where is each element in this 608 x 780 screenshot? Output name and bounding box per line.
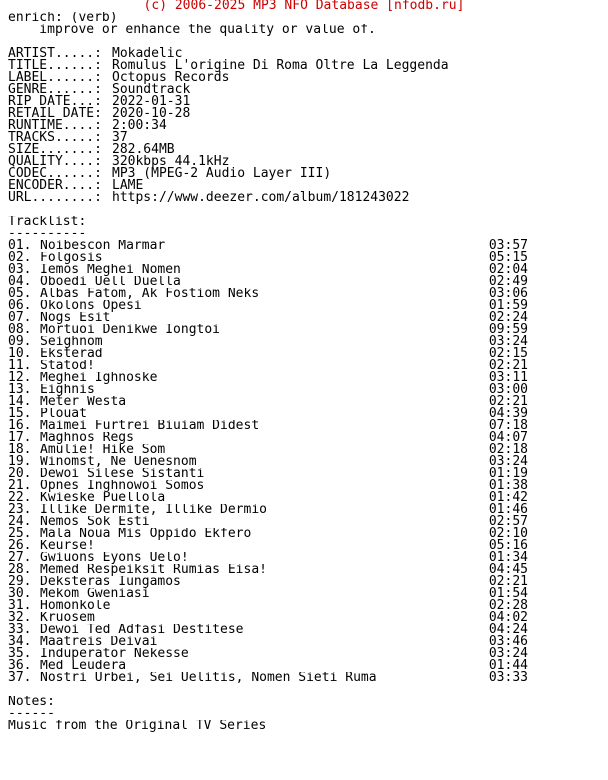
track-row xyxy=(8,540,528,552)
tracklist xyxy=(8,240,608,684)
nfo-header: (c) 2006-2025 MP3 NFO Database [nfodb.ru] xyxy=(143,0,465,13)
track-num: 05. xyxy=(8,286,32,301)
track-row xyxy=(8,636,528,648)
track-num: 17. xyxy=(8,430,32,445)
track-row xyxy=(8,360,528,372)
track-title: Mortuoi Denikwe Iongtoi xyxy=(40,324,221,336)
track-title: Iemos Meghei Nomen xyxy=(40,264,181,276)
track-row xyxy=(8,444,528,456)
track-num: 37. xyxy=(8,670,32,685)
track-row xyxy=(8,276,528,288)
track-dur: 03:46 xyxy=(488,634,528,649)
track-dur: 03:24 xyxy=(488,454,528,469)
track-num: 08. xyxy=(8,322,32,337)
info-key: URL........: xyxy=(8,190,102,205)
track-dur: 03:00 xyxy=(488,382,528,397)
track-title: Okolons Opesi xyxy=(40,300,142,312)
track-title: Noibescon Marmar xyxy=(40,240,166,252)
track-title: Folgosis xyxy=(40,252,103,264)
info-value: LAME xyxy=(112,178,144,193)
track-num: 33. xyxy=(8,622,32,637)
definition-meaning: improve or enhance the quality or value of. xyxy=(8,24,376,36)
track-title: Med Leudera xyxy=(40,660,127,672)
track-num: 13. xyxy=(8,382,32,397)
track-num: 29. xyxy=(8,574,32,589)
track-title: Kruosem xyxy=(40,612,95,624)
track-num: 19. xyxy=(8,454,32,469)
track-title: Meghei Ighnoske xyxy=(40,372,158,384)
track-num: 09. xyxy=(8,334,32,349)
track-row xyxy=(8,408,528,420)
track-row xyxy=(8,432,528,444)
track-row xyxy=(8,240,528,252)
track-row xyxy=(8,504,528,516)
track-dur: 03:24 xyxy=(488,334,528,349)
track-row xyxy=(8,480,528,492)
track-num: 28. xyxy=(8,562,32,577)
track-title: Nemos Sok Esti xyxy=(40,516,150,528)
track-row xyxy=(8,660,528,672)
track-row xyxy=(8,384,528,396)
track-title: Kwieske Puellola xyxy=(40,492,166,504)
track-dur: 03:06 xyxy=(488,286,528,301)
track-title: Maghnos Regs xyxy=(40,432,134,444)
info-value: Mokadelic xyxy=(112,46,183,61)
info-value: 282.64MB xyxy=(112,142,175,157)
tracklist-rule: ---------- xyxy=(8,228,87,240)
track-num: 16. xyxy=(8,418,32,433)
track-row xyxy=(8,624,528,636)
track-num: 04. xyxy=(8,274,32,289)
info-value: 320kbps 44.1kHz xyxy=(112,154,230,169)
track-num: 32. xyxy=(8,610,32,625)
track-row xyxy=(8,468,528,480)
track-dur: 01:19 xyxy=(488,466,528,481)
track-row xyxy=(8,348,528,360)
track-num: 27. xyxy=(8,550,32,565)
track-title: Keurse! xyxy=(40,540,95,552)
info-value: Romulus L'origine Di Roma Oltre La Leggenda xyxy=(112,58,449,73)
track-dur: 05:15 xyxy=(488,250,528,265)
track-num: 22. xyxy=(8,490,32,505)
info-key: QUALITY....: xyxy=(8,154,102,169)
track-num: 07. xyxy=(8,310,32,325)
info-key: LABEL......: xyxy=(8,70,102,85)
track-row xyxy=(8,564,528,576)
track-row xyxy=(8,324,528,336)
track-num: 03. xyxy=(8,262,32,277)
track-title: Eighnis xyxy=(40,384,95,396)
track-num: 01. xyxy=(8,238,32,253)
track-title: Nostri Urbei, Sei Uelitis, Nomen Sieti Ruma xyxy=(40,672,377,684)
track-row xyxy=(8,252,528,264)
track-row xyxy=(8,612,528,624)
track-dur: 02:15 xyxy=(488,346,528,361)
track-dur: 02:10 xyxy=(488,526,528,541)
track-num: 35. xyxy=(8,646,32,661)
track-title: Homonkole xyxy=(40,600,111,612)
track-dur: 03:11 xyxy=(488,370,528,385)
track-dur: 01:42 xyxy=(488,490,528,505)
track-dur: 03:33 xyxy=(488,670,528,685)
track-title: Nogs Esit xyxy=(40,312,111,324)
track-row xyxy=(8,492,528,504)
track-row xyxy=(8,420,528,432)
track-title: Plouat xyxy=(40,408,87,420)
notes-rule: ------ xyxy=(8,708,55,720)
definition-word: enrich: (verb) xyxy=(8,12,118,24)
track-num: 11. xyxy=(8,358,32,373)
track-dur: 01:46 xyxy=(488,502,528,517)
track-num: 21. xyxy=(8,478,32,493)
info-value: 2:00:34 xyxy=(112,118,167,133)
track-title: Eksterad xyxy=(40,348,103,360)
info-key: RETAIL DATE: xyxy=(8,106,102,121)
nfo-body xyxy=(0,12,608,732)
track-title: Maatreis Deivai xyxy=(40,636,158,648)
info-value: Octopus Records xyxy=(112,70,230,85)
track-num: 36. xyxy=(8,658,32,673)
track-dur: 02:21 xyxy=(488,358,528,373)
info-row xyxy=(8,192,608,204)
track-dur: 01:34 xyxy=(488,550,528,565)
track-dur: 04:02 xyxy=(488,610,528,625)
track-dur: 02:21 xyxy=(488,394,528,409)
track-row xyxy=(8,312,528,324)
track-title: Dewoi Silese Sistanti xyxy=(40,468,205,480)
track-title: Oboedi Uell Duella xyxy=(40,276,181,288)
track-dur: 04:24 xyxy=(488,622,528,637)
track-dur: 02:04 xyxy=(488,262,528,277)
track-title: Gwiuons Eyons Uelo! xyxy=(40,552,189,564)
track-num: 02. xyxy=(8,250,32,265)
track-row xyxy=(8,648,528,660)
track-row xyxy=(8,516,528,528)
info-value: 2022-01-31 xyxy=(112,94,191,109)
track-dur: 01:44 xyxy=(488,658,528,673)
track-row xyxy=(8,672,528,684)
track-title: Mekom Gweniasi xyxy=(40,588,150,600)
notes-heading: Notes: xyxy=(8,696,55,708)
track-dur: 04:45 xyxy=(488,562,528,577)
info-value: MP3 (MPEG-2 Audio Layer III) xyxy=(112,166,332,181)
track-num: 30. xyxy=(8,586,32,601)
track-row xyxy=(8,576,528,588)
info-key: RUNTIME....: xyxy=(8,118,102,133)
track-dur: 05:16 xyxy=(488,538,528,553)
track-dur: 03:24 xyxy=(488,646,528,661)
track-num: 24. xyxy=(8,514,32,529)
track-title: Illike Dermite, Illike Dermio xyxy=(40,504,267,516)
track-row xyxy=(8,456,528,468)
info-value: 2020-10-28 xyxy=(112,106,191,121)
track-title: Statod! xyxy=(40,360,95,372)
track-row xyxy=(8,396,528,408)
track-dur: 02:24 xyxy=(488,310,528,325)
track-dur: 03:57 xyxy=(488,238,528,253)
track-dur: 01:38 xyxy=(488,478,528,493)
track-num: 12. xyxy=(8,370,32,385)
track-title: Maimei Furtrei Biuiam Didest xyxy=(40,420,260,432)
track-dur: 02:49 xyxy=(488,274,528,289)
track-row xyxy=(8,300,528,312)
track-row xyxy=(8,552,528,564)
track-title: Memed Respeiksit Rumias Eisa! xyxy=(40,564,267,576)
track-num: 18. xyxy=(8,442,32,457)
track-row xyxy=(8,264,528,276)
info-key: GENRE......: xyxy=(8,82,102,97)
track-title: Dewoi Ted Adfasi Destitese xyxy=(40,624,244,636)
info-value: Soundtrack xyxy=(112,82,191,97)
track-num: 23. xyxy=(8,502,32,517)
track-num: 10. xyxy=(8,346,32,361)
track-num: 15. xyxy=(8,406,32,421)
track-dur: 09:59 xyxy=(488,322,528,337)
track-num: 31. xyxy=(8,598,32,613)
track-num: 34. xyxy=(8,634,32,649)
track-dur: 04:39 xyxy=(488,406,528,421)
track-num: 26. xyxy=(8,538,32,553)
info-key: ENCODER....: xyxy=(8,178,102,193)
track-num: 14. xyxy=(8,394,32,409)
track-dur: 07:18 xyxy=(488,418,528,433)
info-key: RIP DATE...: xyxy=(8,94,102,109)
tracklist-heading: Tracklist: xyxy=(8,216,87,228)
track-dur: 02:18 xyxy=(488,442,528,457)
track-num: 20. xyxy=(8,466,32,481)
track-num: 06. xyxy=(8,298,32,313)
track-dur: 02:21 xyxy=(488,574,528,589)
track-title: Induperator Nekesse xyxy=(40,648,189,660)
info-key: SIZE.......: xyxy=(8,142,102,157)
track-num: 25. xyxy=(8,526,32,541)
track-dur: 02:28 xyxy=(488,598,528,613)
track-title: Mala Noua Mis Oppido Ekfero xyxy=(40,528,252,540)
track-row xyxy=(8,372,528,384)
track-title: Albas Fatom, Ak Fostiom Neks xyxy=(40,288,260,300)
track-dur: 01:59 xyxy=(488,298,528,313)
track-title: Seighnom xyxy=(40,336,103,348)
track-row xyxy=(8,588,528,600)
track-title: Winomst, Ne Uenesnom xyxy=(40,456,197,468)
notes-text: Music from the Original TV Series xyxy=(8,720,267,732)
info-key: ARTIST.....: xyxy=(8,46,102,61)
info-value: https://www.deezer.com/album/181243022 xyxy=(112,190,410,205)
info-key: CODEC......: xyxy=(8,166,102,181)
track-row xyxy=(8,528,528,540)
track-row xyxy=(8,288,528,300)
track-dur: 02:57 xyxy=(488,514,528,529)
track-title: Deksteras Iungamos xyxy=(40,576,181,588)
track-dur: 04:07 xyxy=(488,430,528,445)
info-key: TRACKS.....: xyxy=(8,130,102,145)
track-title: Meter Westa xyxy=(40,396,127,408)
info-key: TITLE......: xyxy=(8,58,102,73)
info-value: 37 xyxy=(112,130,128,145)
track-row xyxy=(8,600,528,612)
track-title: Opnes Inghnowoi Somos xyxy=(40,480,205,492)
release-info xyxy=(8,48,608,204)
track-dur: 01:54 xyxy=(488,586,528,601)
track-title: Amulie! Hike Som xyxy=(40,444,166,456)
track-row xyxy=(8,336,528,348)
